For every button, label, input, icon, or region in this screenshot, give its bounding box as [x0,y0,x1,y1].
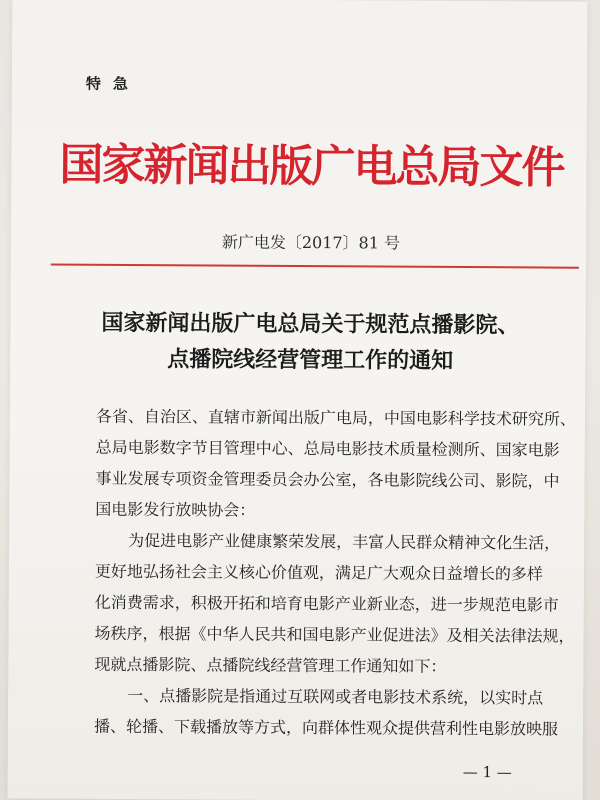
body-line: 化消费需求，积极开拓和培育电影产业新业态，进一步规范电影市 [94,592,559,615]
notice-title-line-2: 点播院线经营管理工作的通知 [167,346,454,374]
body-line: 一、点播影院是指通过互联网或者电影技术系统，以实时点 [127,685,544,708]
agency-title: 国家新闻出版广电总局文件 [59,139,564,194]
body-line: 各省、自治区、直辖市新闻出版广电局，中国电影科学技术研究所、 [95,406,576,429]
body-line: 场秩序，根据《中华人民共和国电影产业促进法》及相关法律法规， [94,623,575,646]
body-line: 为促进电影产业健康繁荣发展，丰富人民群众精神文化生活， [128,530,561,553]
notice-title-line-1: 国家新闻出版广电总局关于规范点播影院、 [101,309,520,339]
urgency-label: 特急 [85,74,140,94]
body-line: 播、轮播、下载播放等方式，向群体性观众提供营利性电影放映服 [93,716,559,739]
page-number: — 1 — [462,763,512,782]
body-line: 国电影发行放映协会： [95,499,256,520]
body-line: 现就点播影院、点播院线经营管理工作通知如下： [94,654,447,676]
body-line: 更好地弘扬社会主义核心价值观，满足广大观众日益增长的多样 [94,561,544,584]
document-number: 新广电发〔2017〕81 号 [221,232,401,253]
red-divider-line [51,263,579,268]
document-page [8,0,588,800]
body-line: 总局电影数字节目管理中心、总局电影技术质量检测所、国家电影 [95,437,560,460]
body-line: 事业发展专项资金管理委员会办公室，各电影院线公司、影院，中 [95,468,560,491]
